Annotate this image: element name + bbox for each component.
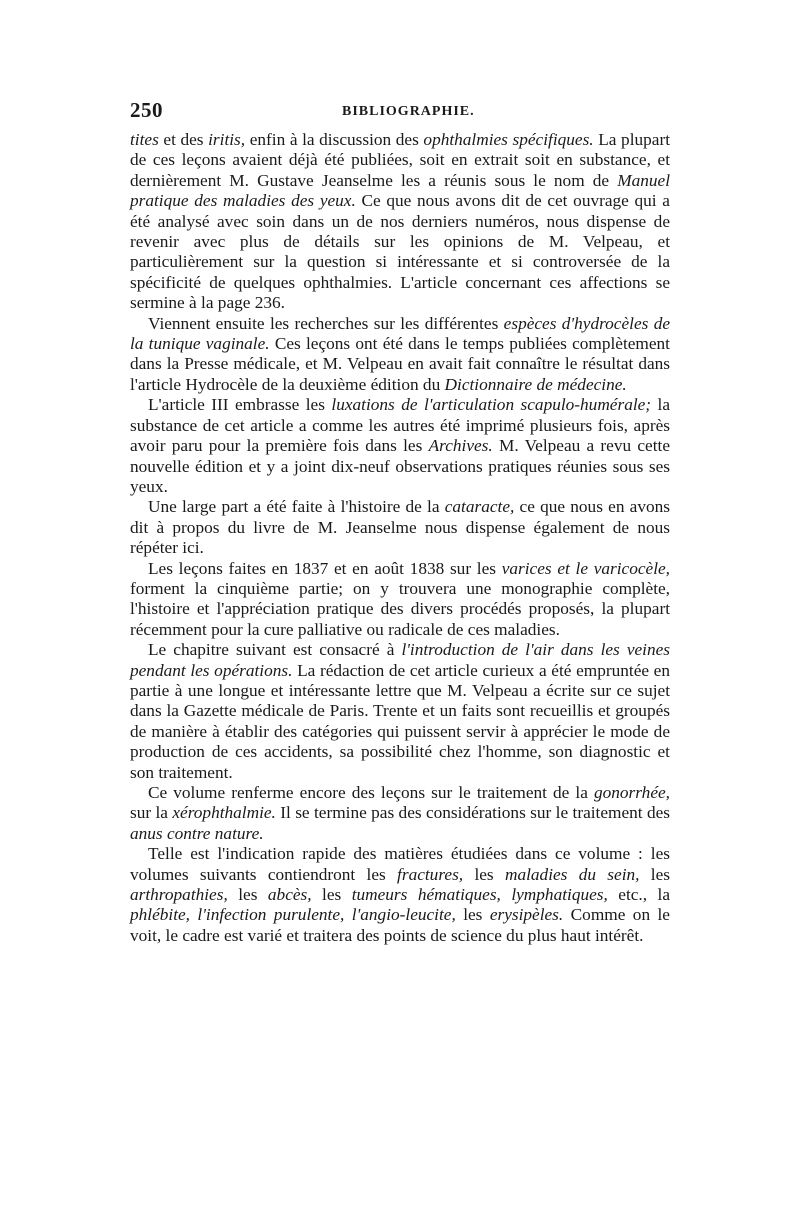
text-run: Le chapitre suivant est consacré à — [148, 640, 402, 660]
paragraph — [130, 395, 670, 497]
italic-text-run: espèces d'hydrocèles de la tunique vaginale. — [130, 313, 671, 354]
text-run: Il se termine pas des considérations sur le traitement des — [275, 803, 670, 823]
paragraph — [130, 640, 670, 783]
text-run: enfin à la discussion des — [245, 130, 424, 149]
paragraph — [130, 314, 670, 396]
italic-text-run: maladies du sein, — [504, 864, 640, 884]
text-run: sur la — [130, 803, 173, 823]
paragraph — [130, 497, 670, 558]
italic-text-run: tites — [130, 130, 159, 149]
text-run: Viennent ensuite les recherches sur les différentes — [148, 313, 504, 333]
text-run: La plupart de ces leçons avaient déjà été publiées, soit en extrait soit en substance, et dernièrement M. Gustave Jeanselme les a réunis sous le nom de — [130, 130, 671, 190]
text-run: L'article III embrasse les — [148, 395, 332, 415]
text-run: Une large part a été faite à l'histoire de la — [148, 497, 445, 517]
italic-text-run: ophthalmies spécifiques. — [423, 130, 594, 149]
paragraph — [130, 130, 670, 314]
text-run: Telle est l'indication rapide des matières étudiées dans ce volume : les volumes suivants contiendront les — [130, 844, 670, 884]
body-text — [130, 130, 670, 946]
text-run: les — [639, 864, 670, 884]
italic-text-run: xérophthalmie. — [172, 803, 276, 823]
italic-text-run: iritis, — [208, 130, 246, 149]
italic-text-run: luxations de l'articulation scapulo-humérale; — [331, 395, 652, 415]
text-run: les — [227, 885, 268, 905]
text-run: la substance de cet article a comme les autres été imprimé plusieurs fois, après avoir paru pour la première fois dans les — [130, 395, 670, 456]
italic-text-run: fractures, — [397, 864, 464, 884]
italic-text-run: erysipèles. — [489, 905, 564, 925]
running-head: BIBLIOGRAPHIE. — [342, 104, 475, 119]
text-run: et des — [158, 130, 209, 149]
text-run: Les leçons faites en 1837 et en août 1838 sur les — [148, 558, 502, 578]
italic-text-run: arthropathies, — [130, 885, 228, 905]
text-run: Ce volume renferme encore des leçons sur le traitement de la — [148, 783, 594, 802]
text-run: les — [463, 864, 505, 884]
italic-text-run: Manuel pratique des maladies des yeux. — [130, 170, 670, 211]
italic-text-run: Dictionnaire de médecine. — [444, 374, 627, 394]
page-number: 250 — [130, 98, 163, 122]
italic-text-run: tumeurs hématiques, lymphatiques, — [351, 885, 608, 905]
text-run: les — [455, 905, 490, 925]
italic-text-run: abcès, — [267, 885, 312, 905]
text-run: ce que nous en avons dit à propos du livre de M. Jeanselme nous dispense également de nous répéter ici. — [130, 497, 670, 558]
text-run: M. Velpeau a revu cette nouvelle édition et y a joint dix-neuf observations pratiques réunies sous ses yeux. — [130, 436, 670, 496]
paragraph — [130, 559, 670, 641]
text-run: Ces leçons ont été dans le temps publiées complètement dans la Presse médicale, et M. Velpeau en avait fait connaître le résultat dans l'article Hydrocèle de la deuxième édition du — [130, 334, 670, 394]
text-run: Ce que nous avons dit de cet ouvrage qui a été analysé avec soin dans un de nos derniers numéros, nous dispense de revenir avec plus de détails sur les opinions de M. Velpeau, et particulièrement sur la question si intéressante et si controversée de la spécificité de quelques ophthalmies. L'article concernant ces affections se sermine à la page 236. — [130, 191, 670, 313]
text-run: La rédaction de cet article curieux a été empruntée en partie à une longue et intéressante lettre que M. Velpeau a écrite sur ce sujet dans la Gazette médicale de Paris. Trente et un faits sont recueillis et groupés de manière à établir des catégories qui puissent servir à apprécier le mode de production de ces accidents, sa possibilité chez l'homme, son diagnostic et son traitement. — [130, 660, 670, 782]
italic-text-run: Archives. — [428, 436, 493, 456]
text-run: forment la cinquième partie; on y trouvera une monographie complète, l'histoire et l'appréciation pratique des divers procédés proposés, la plupart récemment pour la cure palliative ou radicale de ces maladies. — [130, 578, 670, 639]
text-run: Comme on le voit, le cadre est varié et traitera des points de science du plus haut intérêt. — [130, 905, 670, 945]
italic-text-run: varices et le varicocèle, — [501, 558, 670, 578]
paragraph — [130, 783, 670, 844]
italic-text-run: phlébite, l'infection purulente, l'angio-leucite, — [130, 905, 456, 925]
italic-text-run: l'introduction de l'air dans les veines pendant les opérations. — [130, 640, 671, 680]
paragraph — [130, 844, 670, 946]
italic-text-run: gonorrhée, — [593, 783, 670, 802]
italic-text-run: anus contre nature. — [130, 823, 264, 843]
text-run: etc., la — [607, 885, 670, 905]
text-run: les — [311, 885, 352, 905]
italic-text-run: cataracte, — [444, 497, 515, 517]
page-header — [130, 98, 670, 128]
